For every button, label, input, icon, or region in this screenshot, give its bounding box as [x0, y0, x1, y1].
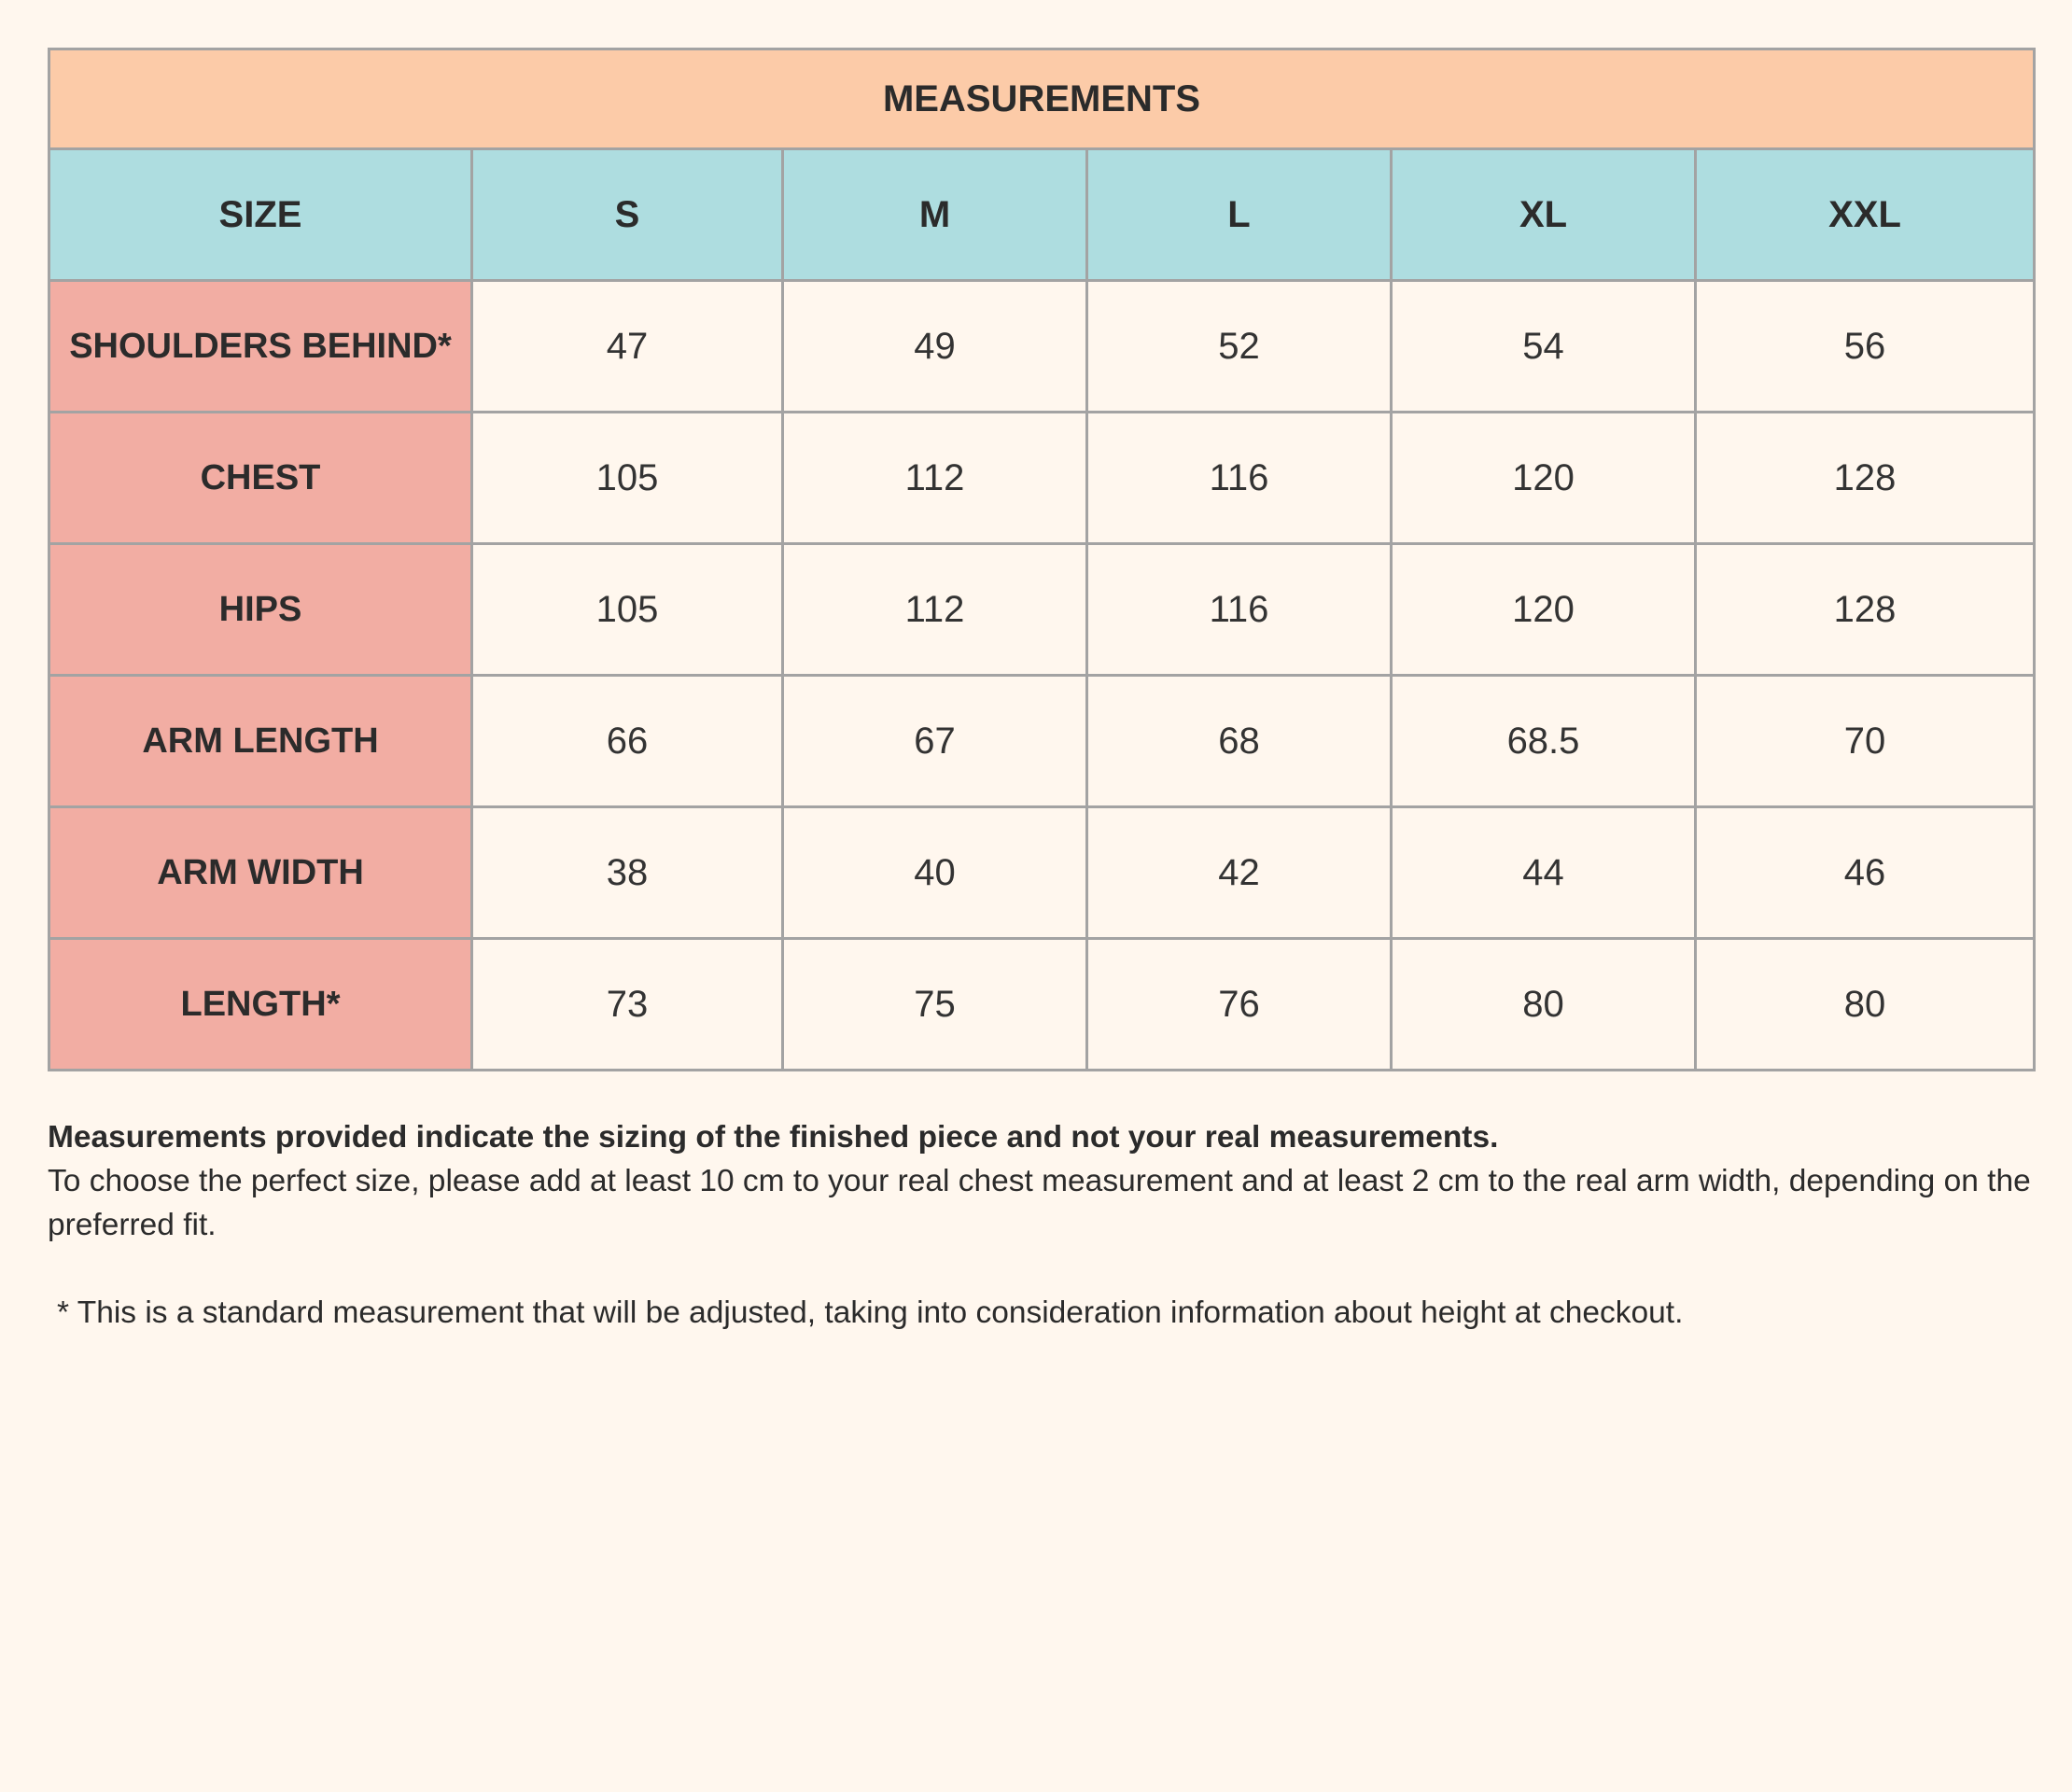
table-cell: 52 — [1087, 281, 1392, 413]
table-cell: 116 — [1087, 544, 1392, 676]
table-cell: 49 — [783, 281, 1087, 413]
table-cell: 40 — [783, 807, 1087, 939]
asterisk-footnote: * This is a standard measurement that will be adjusted, taking into consideration information about height at checkout. — [57, 1295, 1684, 1330]
size-header-xxl: XXL — [1696, 149, 2035, 281]
size-header-m: M — [783, 149, 1087, 281]
table-cell: 116 — [1087, 413, 1392, 544]
sizing-advice: To choose the perfect size, please add at least 10 cm to your real chest measurement and at least 2 cm to the real arm width, depending on the preferred fit. — [48, 1164, 2031, 1242]
row-label-length: LENGTH* — [49, 939, 472, 1071]
table-cell: 120 — [1392, 413, 1696, 544]
table-cell: 38 — [472, 807, 783, 939]
row-label-hips: HIPS — [49, 544, 472, 676]
table-cell: 46 — [1696, 807, 2035, 939]
table-cell: 76 — [1087, 939, 1392, 1071]
measurements-table-container — [48, 48, 2033, 1071]
table-cell: 73 — [472, 939, 783, 1071]
size-header-label: SIZE — [49, 149, 472, 281]
table-cell: 112 — [783, 413, 1087, 544]
table-row — [49, 413, 2035, 544]
table-cell: 105 — [472, 544, 783, 676]
table-row — [49, 544, 2035, 676]
row-label-shoulders: SHOULDERS BEHIND* — [49, 281, 472, 413]
table-row — [49, 807, 2035, 939]
size-header-xl: XL — [1392, 149, 1696, 281]
table-cell: 42 — [1087, 807, 1392, 939]
table-row — [49, 281, 2035, 413]
table-cell: 128 — [1696, 413, 2035, 544]
table-cell: 66 — [472, 676, 783, 807]
table-cell: 112 — [783, 544, 1087, 676]
table-cell: 80 — [1696, 939, 2035, 1071]
sizing-disclaimer: Measurements provided indicate the sizing of the finished piece and not your real measurements. — [48, 1120, 1499, 1155]
table-row — [49, 939, 2035, 1071]
table-cell: 44 — [1392, 807, 1696, 939]
size-header-row — [49, 149, 2035, 281]
table-cell: 105 — [472, 413, 783, 544]
table-title: MEASUREMENTS — [49, 49, 2035, 149]
size-header-s: S — [472, 149, 783, 281]
size-header-l: L — [1087, 149, 1392, 281]
table-cell: 68.5 — [1392, 676, 1696, 807]
table-cell: 120 — [1392, 544, 1696, 676]
table-cell: 128 — [1696, 544, 2035, 676]
table-cell: 47 — [472, 281, 783, 413]
table-cell: 75 — [783, 939, 1087, 1071]
table-row — [49, 676, 2035, 807]
table-cell: 80 — [1392, 939, 1696, 1071]
table-cell: 67 — [783, 676, 1087, 807]
row-label-arm-length: ARM LENGTH — [49, 676, 472, 807]
table-cell: 56 — [1696, 281, 2035, 413]
row-label-chest: CHEST — [49, 413, 472, 544]
table-cell: 54 — [1392, 281, 1696, 413]
notes-section — [48, 1115, 2045, 1335]
row-label-arm-width: ARM WIDTH — [49, 807, 472, 939]
table-cell: 68 — [1087, 676, 1392, 807]
table-cell: 70 — [1696, 676, 2035, 807]
measurements-table — [48, 48, 2036, 1071]
table-title-row — [49, 49, 2035, 149]
